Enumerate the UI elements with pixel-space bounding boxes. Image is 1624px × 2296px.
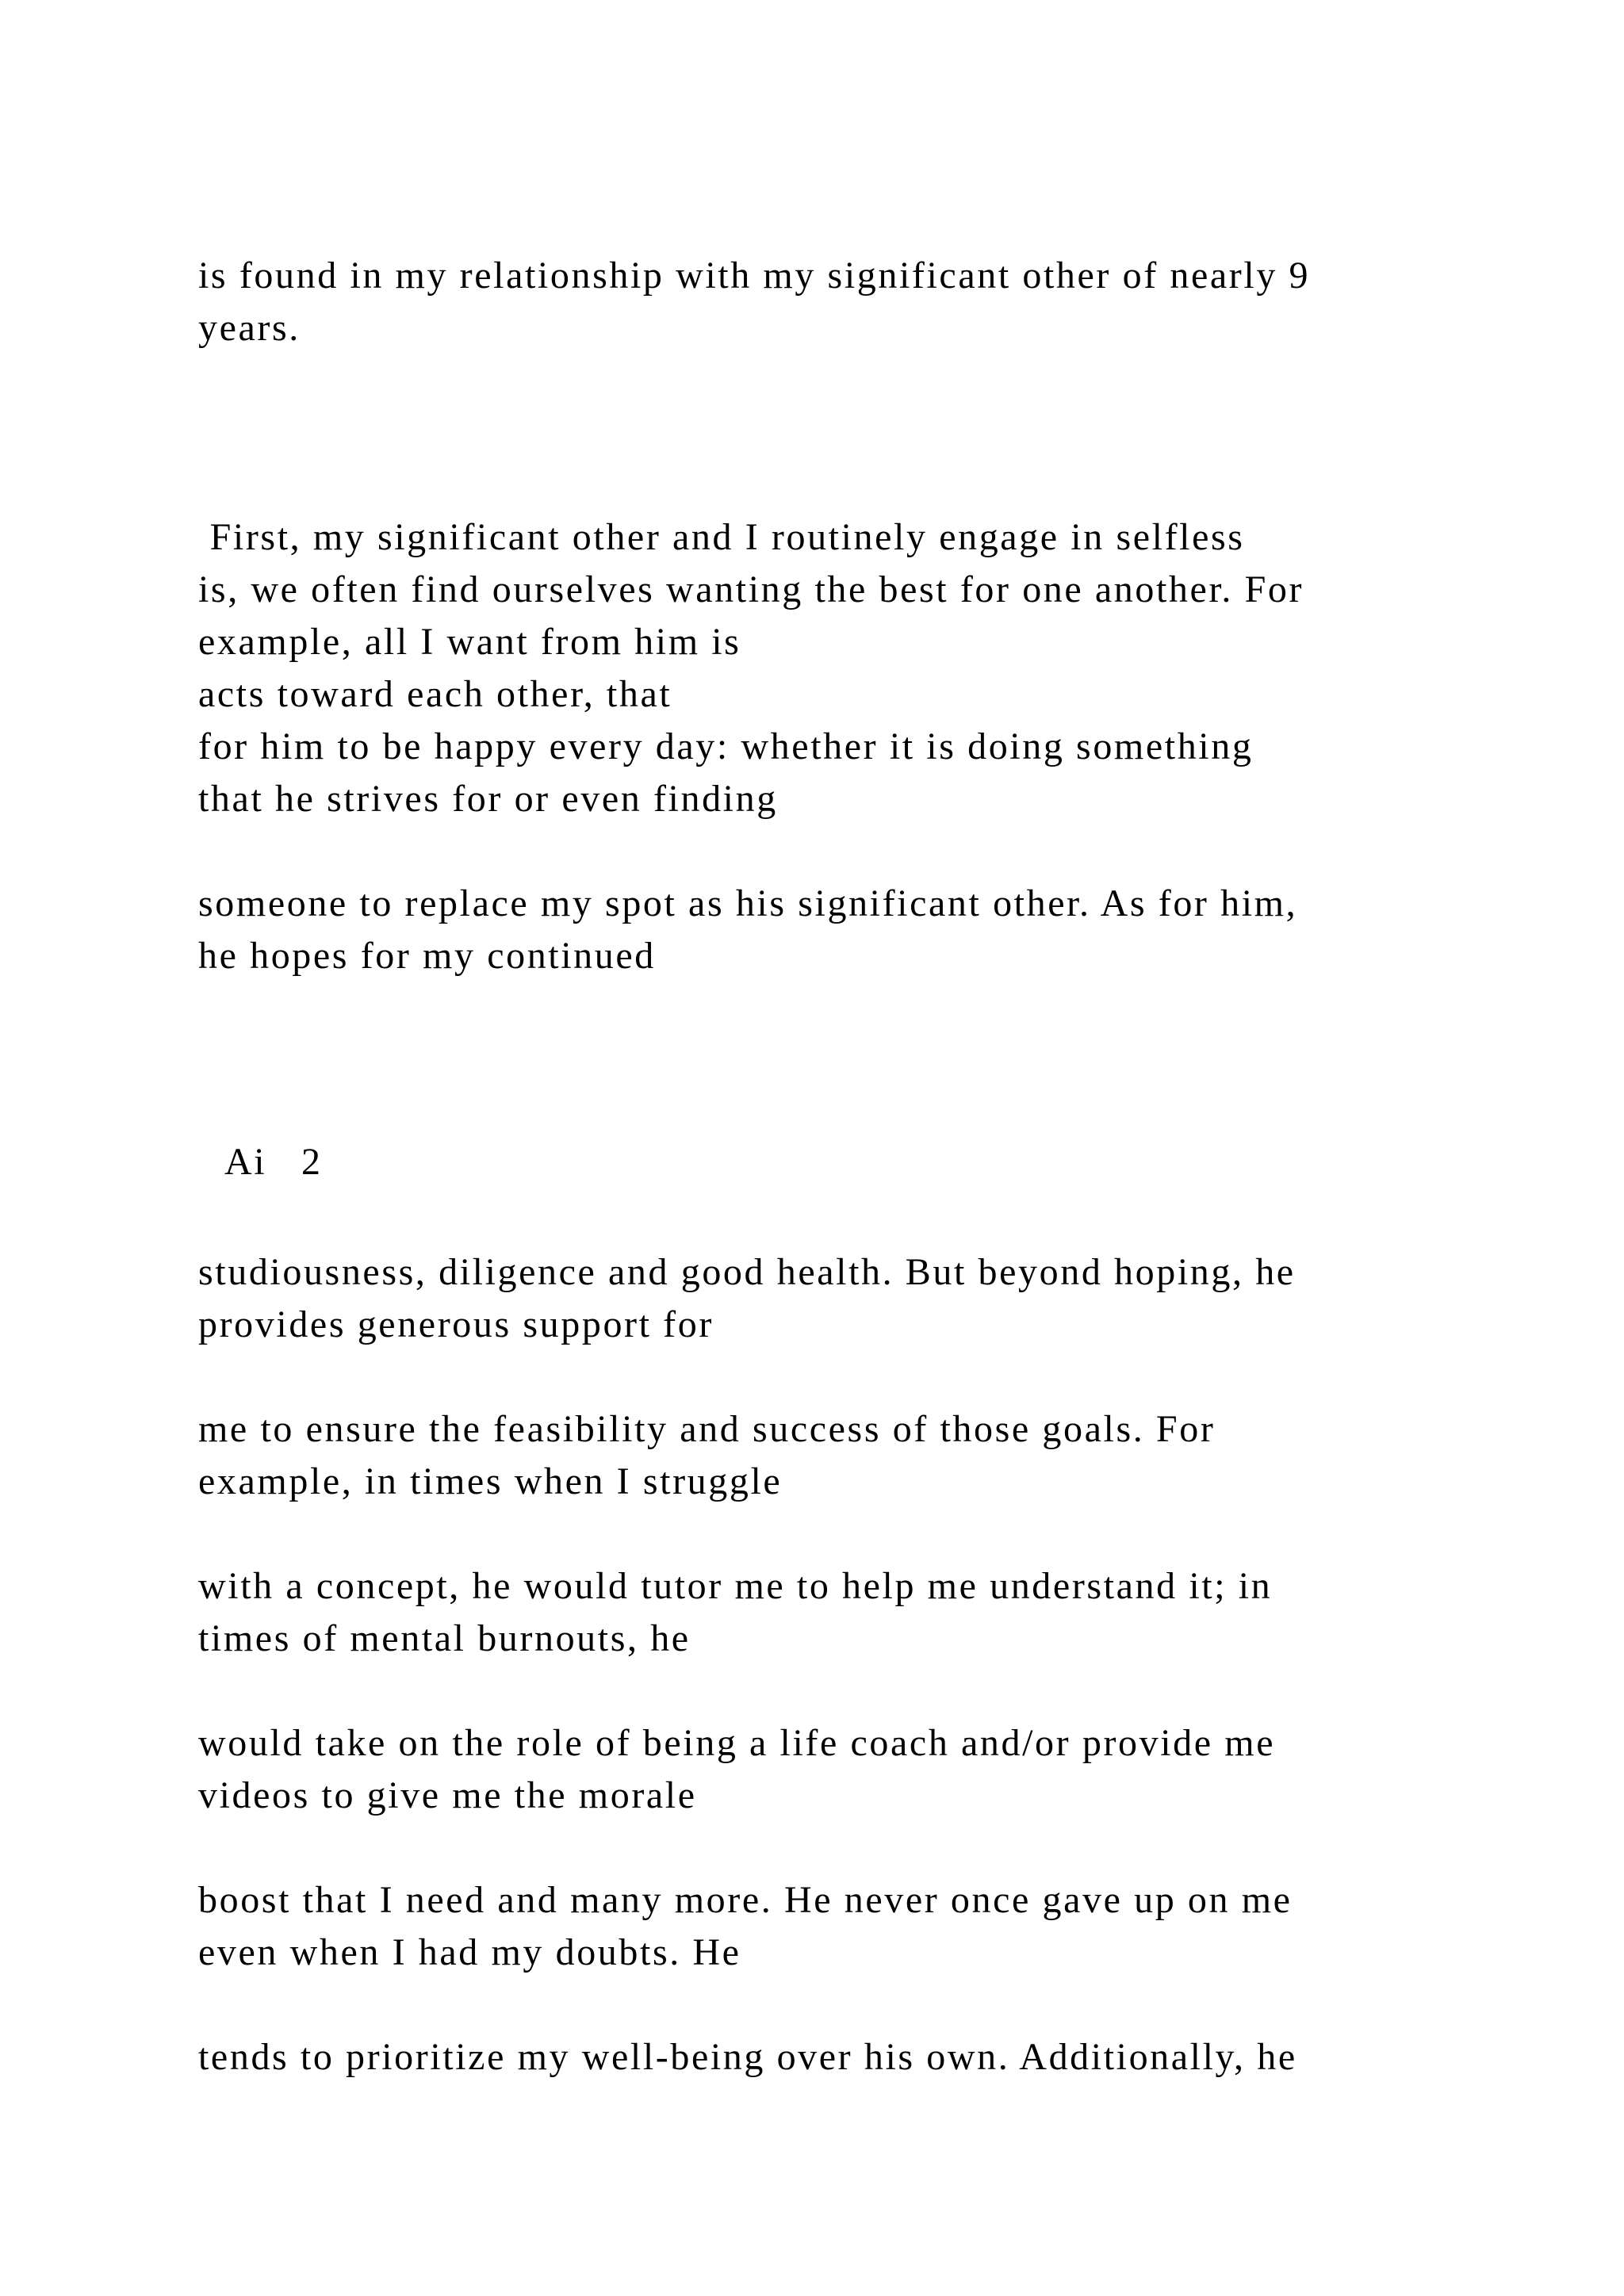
paragraph-life-coach — [198, 1717, 1467, 1822]
text-line: boost that I need and many more. He never once gave up on me — [198, 1879, 1293, 1921]
text-line: he hopes for my continued — [198, 935, 656, 977]
text-line: provides generous support for — [198, 1303, 714, 1345]
paragraph-replace-spot — [198, 878, 1467, 982]
text-line: someone to replace my spot as his significant other. As for him, — [198, 882, 1298, 924]
text-line: is, we often find ourselves wanting the best for one another. For — [198, 568, 1304, 610]
paragraph-happy-every-day — [198, 721, 1467, 825]
text-line: years. — [198, 307, 301, 349]
text-line: with a concept, he would tutor me to help me understand it; in — [198, 1565, 1273, 1607]
text-line: times of mental burnouts, he — [198, 1617, 691, 1659]
paragraph-prioritize — [198, 2031, 1467, 2084]
text-line: even when I had my doubts. He — [198, 1931, 741, 1973]
paragraph-relationship — [198, 250, 1467, 354]
paragraph-tutor — [198, 1560, 1467, 1665]
text-line: First, my significant other and I routinely engage in selfless — [198, 516, 1245, 558]
paragraph-wanting-best — [198, 564, 1467, 668]
text-line: me to ensure the feasibility and success of those goals. For — [198, 1408, 1216, 1450]
paragraph-studiousness — [198, 1246, 1467, 1351]
page-number: 2 — [301, 1141, 323, 1183]
text-line: is found in my relationship with my significant other of nearly 9 — [198, 254, 1311, 297]
text-line: that he strives for or even finding — [198, 778, 778, 820]
text-line: for him to be happy every day: whether it is doing something — [198, 725, 1254, 767]
header-author: Ai — [224, 1141, 267, 1183]
text-line: example, in times when I struggle — [198, 1460, 783, 1502]
text-line: studiousness, diligence and good health. But beyond hoping, he — [198, 1251, 1296, 1293]
text-line: acts toward each other, that — [198, 673, 672, 715]
text-line: example, all I want from him is — [198, 621, 741, 663]
paragraph-never-gave-up — [198, 1874, 1467, 1979]
text-line: would take on the role of being a life coach and/or provide me — [198, 1722, 1276, 1764]
running-header — [224, 1136, 323, 1188]
text-line: videos to give me the morale — [198, 1774, 697, 1816]
paragraph-feasibility — [198, 1403, 1467, 1508]
text-line: tends to prioritize my well-being over his own. Additionally, he — [198, 2036, 1297, 2078]
